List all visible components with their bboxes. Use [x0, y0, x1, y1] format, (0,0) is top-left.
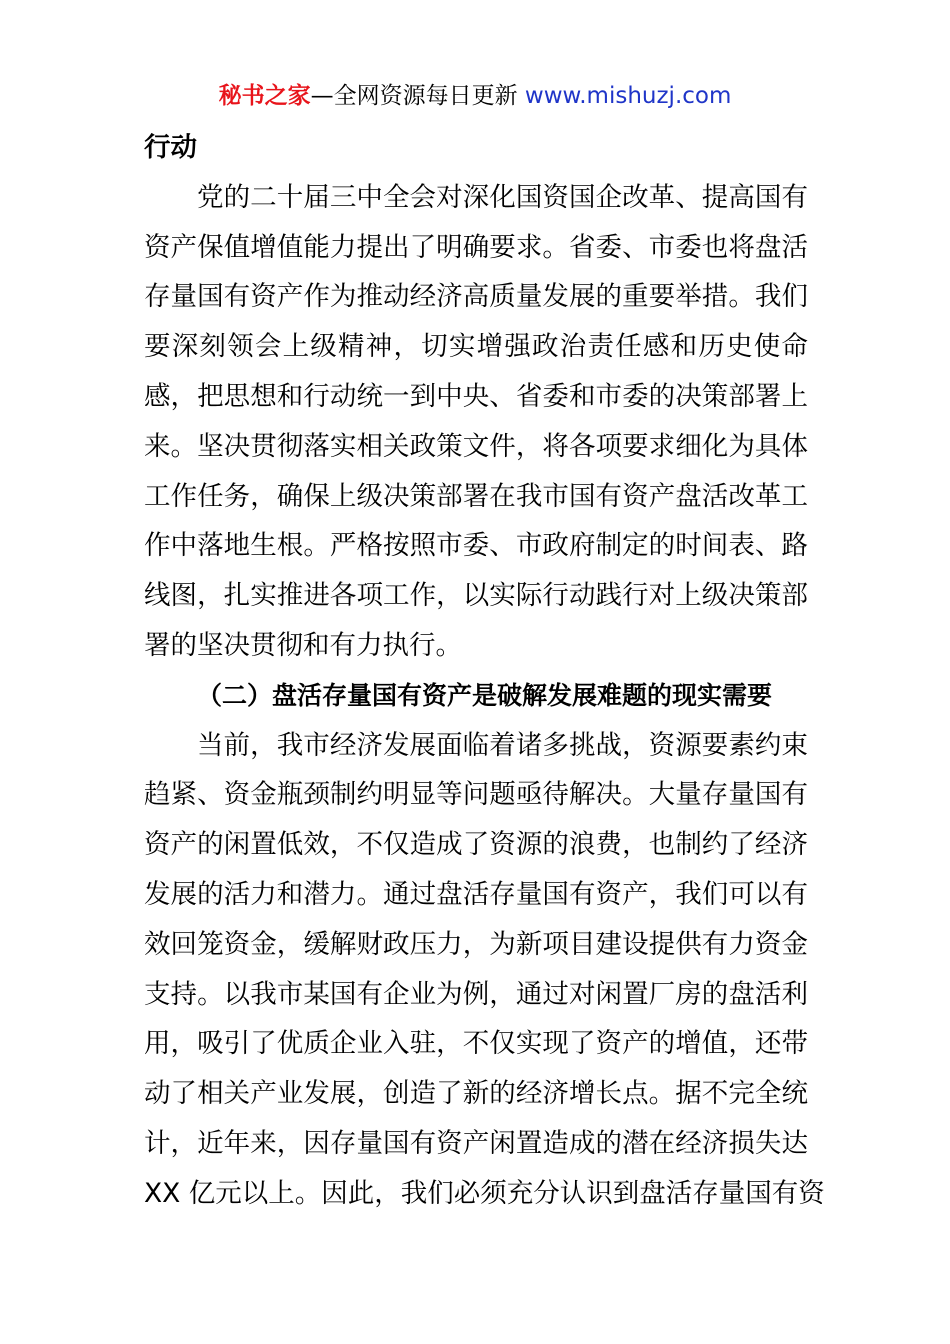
paragraph-line: 来。坚决贯彻落实相关政策文件，将各项要求细化为具体: [144, 430, 808, 462]
page-header: [0, 78, 950, 114]
continued-heading-text: 行动: [144, 132, 197, 163]
paragraph-line: 支持。以我市某国有企业为例，通过对闲置厂房的盘活利: [144, 978, 808, 1010]
brand-name: 秘书之家: [218, 83, 311, 109]
paragraph-line: 作中落地生根。严格按照市委、市政府制定的时间表、路: [144, 530, 808, 562]
document-body: [144, 123, 825, 1219]
paragraph-line: 感，把思想和行动统一到中央、省委和市委的决策部署上: [144, 380, 808, 412]
section-heading: （二）盘活存量国有资产是破解发展难题的现实需要: [197, 680, 773, 710]
paragraph-line: 线图，扎实推进各项工作，以实际行动践行对上级决策部: [144, 580, 808, 612]
paragraph-line: 署的坚决贯彻和有力执行。: [144, 629, 462, 661]
paragraph-line: 资产的闲置低效，不仅造成了资源的浪费，也制约了经济: [144, 829, 808, 861]
paragraph-line: 资产保值增值能力提出了明确要求。省委、市委也将盘活: [144, 231, 808, 263]
paragraph-line: 工作任务，确保上级决策部署在我市国有资产盘活改革工: [144, 480, 808, 512]
paragraph-line: 发展的活力和潜力。通过盘活存量国有资产，我们可以有: [144, 878, 808, 910]
paragraph-line: 党的二十届三中全会对深化国资国企改革、提高国有: [197, 181, 808, 213]
paragraph-line: XX 亿元以上。因此，我们必须充分认识到盘活存量国有资: [144, 1177, 825, 1209]
header-tagline: —全网资源每日更新: [310, 83, 518, 109]
paragraph-line: 效回笼资金，缓解财政压力，为新项目建设提供有力资金: [144, 928, 808, 960]
paragraph-line: 用，吸引了优质企业入驻，不仅实现了资产的增值，还带: [144, 1028, 808, 1060]
paragraph-line: 计，近年来，因存量国有资产闲置造成的潜在经济损失达: [144, 1127, 808, 1159]
paragraph-line: 当前，我市经济发展面临着诸多挑战，资源要素约束: [197, 729, 808, 761]
site-url-link[interactable]: www.mishuzj.com: [524, 83, 732, 109]
paragraph-line: 动了相关产业发展，创造了新的经济增长点。据不完全统: [144, 1078, 808, 1110]
paragraph-line: 存量国有资产作为推动经济高质量发展的重要举措。我们: [144, 281, 808, 313]
paragraph-line: 要深刻领会上级精神，切实增强政治责任感和历史使命: [144, 331, 808, 363]
paragraph-line: 趋紧、资金瓶颈制约明显等问题亟待解决。大量存量国有: [144, 779, 808, 811]
